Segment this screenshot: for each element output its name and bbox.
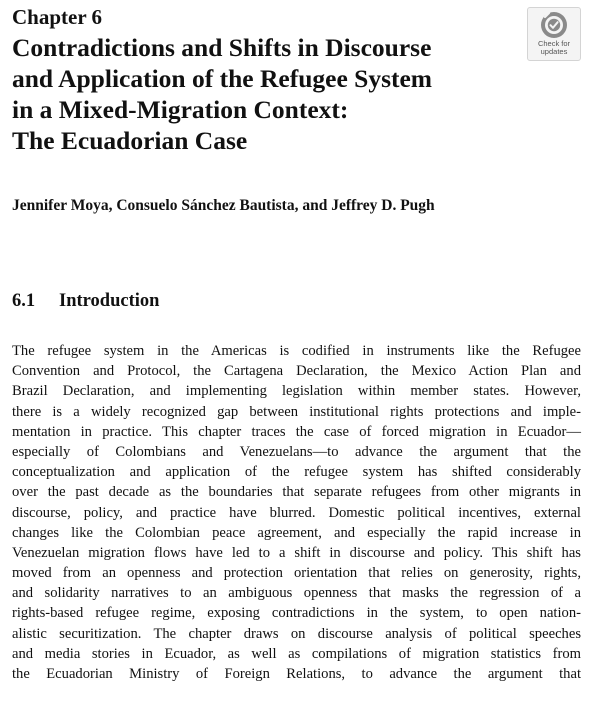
badge-label-line: Check for (537, 39, 571, 48)
chapter-title (12, 32, 512, 156)
body-line: changes like the Colombian peace agreement, and especially the rapid increase in (12, 524, 581, 541)
section-number: 6.1 (12, 291, 36, 311)
chapter-title-line: The Ecuadorian Case (12, 126, 248, 155)
body-line: moved from an openness and protection orientation that relies on generosity, rights, (12, 565, 581, 582)
body-line: The refugee system in the Americas is codified in instruments like the Refugee (12, 343, 581, 359)
section-title: Introduction (59, 291, 160, 311)
body-line: especially of Colombians and Venezuelans—to advance the argument that the (12, 443, 581, 460)
body-line: and media stories in Ecuador, as well as compilations of migration statistics from (12, 645, 581, 662)
section-heading (12, 289, 159, 313)
body-line: and solidarity narratives to an ambiguous openness that masks the regression of a (12, 585, 581, 602)
badge-label-line: updates (540, 47, 568, 56)
check-for-updates-badge[interactable] (527, 7, 581, 61)
body-line: over the past decade as the boundaries that separate refugees from other migrants in (12, 484, 581, 501)
body-paragraph (12, 341, 581, 684)
body-line: Convention and Protocol, the Cartagena Declaration, the Mexico Action Plan and (12, 363, 581, 380)
body-line: there is a widely recognized gap between institutional rights protections and imple- (12, 403, 581, 420)
author-list: Jennifer Moya, Consuelo Sánchez Bautista, and Jeffrey D. Pugh (12, 197, 435, 214)
body-line: alistic securitization. The chapter draws on discourse analysis of political speeches (12, 625, 581, 642)
body-line: mentation in practice. This chapter traces the case of forced migration in Ecuador— (12, 423, 581, 440)
body-line: the Ecuadorian Ministry of Foreign Relations, to advance the argument that (12, 666, 581, 682)
body-line: rights-based refugee regime, exposing contradictions in the system, to open nation- (12, 605, 581, 622)
chapter-label: Chapter 6 (12, 5, 103, 29)
chapter-title-line: in a Mixed-Migration Context: (12, 95, 349, 124)
body-line: discourse, policy, and practice have blurred. Domestic political incentives, external (12, 504, 581, 521)
check-for-updates-icon (540, 11, 568, 39)
chapter-title-line: and Application of the Refugee System (12, 64, 433, 93)
body-line: Venezuelan migration flows have led to a shift in discourse and policy. This shift has (12, 544, 581, 561)
chapter-title-line: Contradictions and Shifts in Discourse (12, 33, 432, 62)
badge-label (528, 40, 580, 56)
body-line: Brazil Declaration, and implementing legislation within member states. However, (12, 383, 581, 400)
body-line: conceptualization and application of the refugee system has shifted considerably (12, 464, 581, 481)
